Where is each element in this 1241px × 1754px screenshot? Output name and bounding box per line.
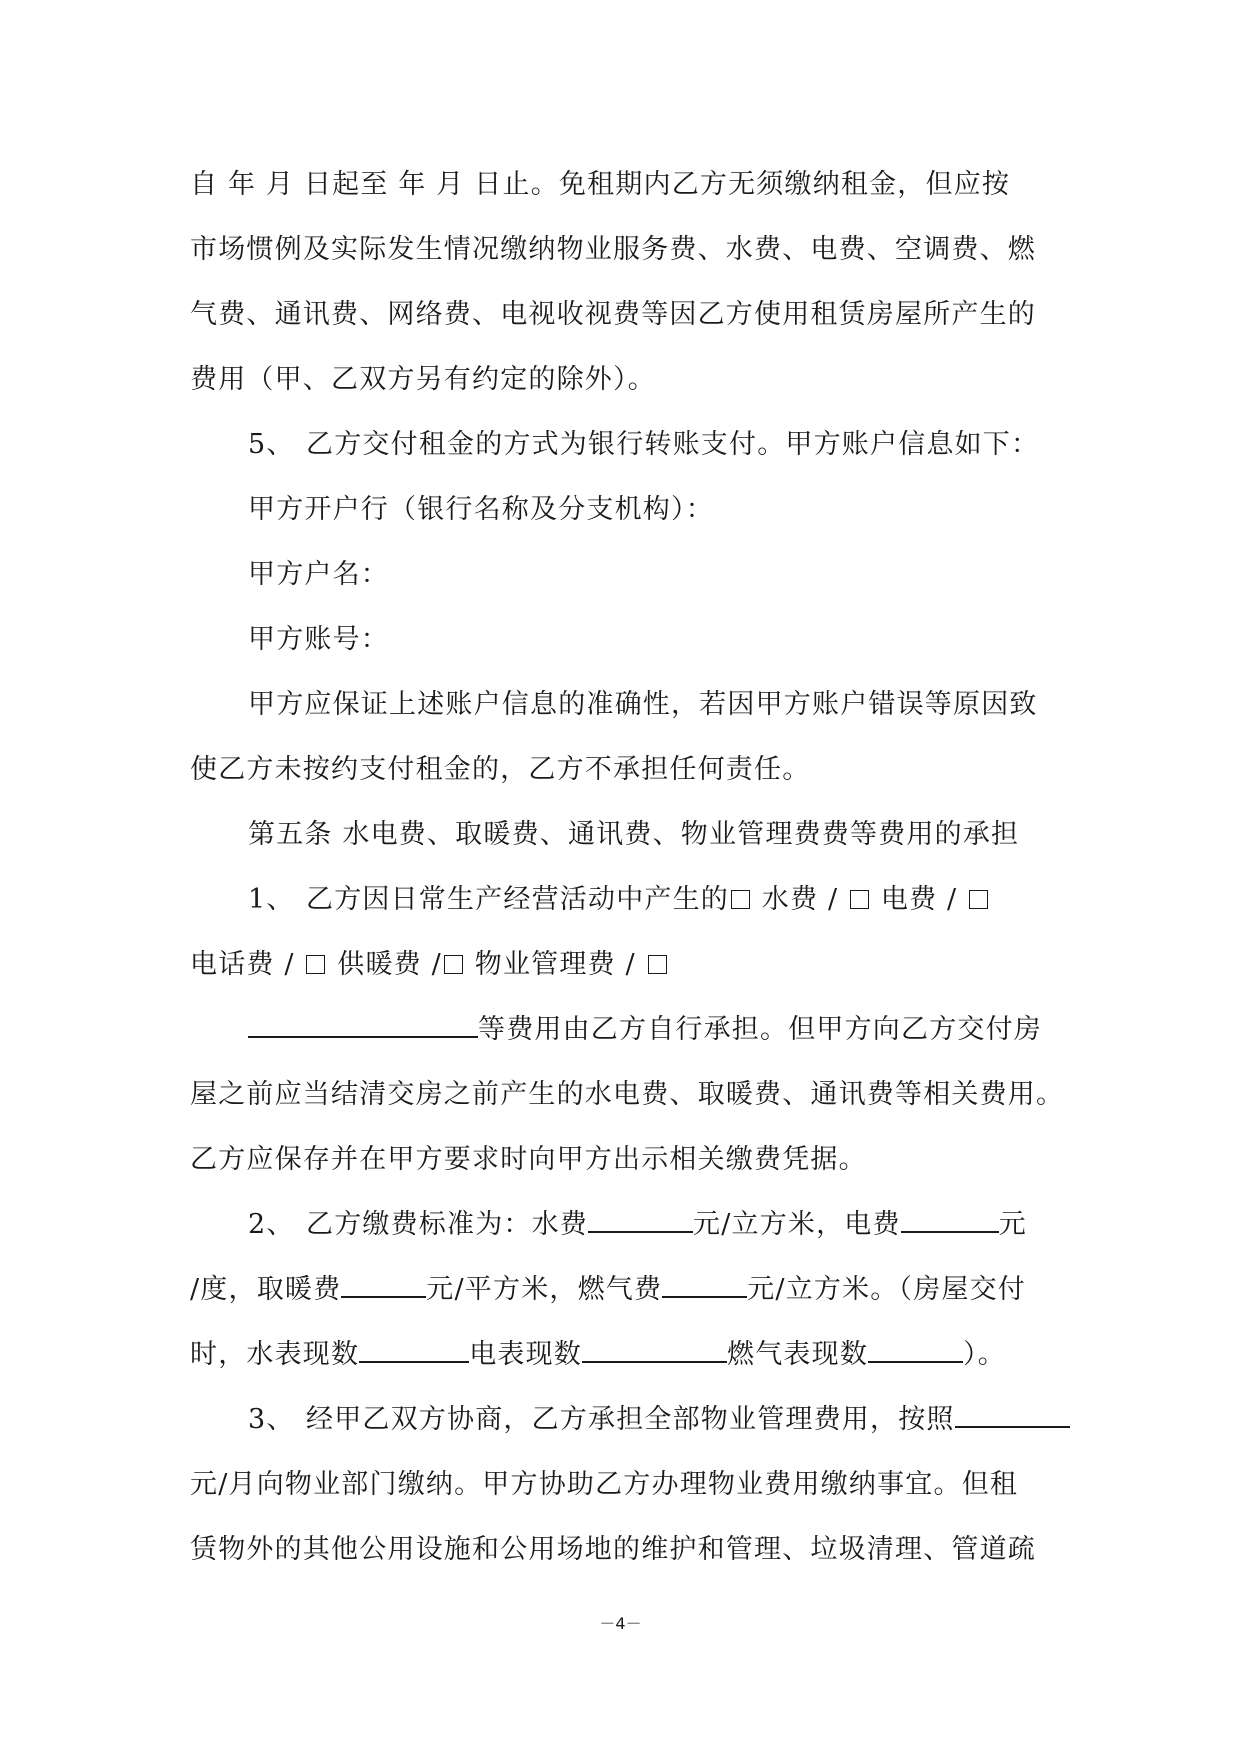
clause-1-cont: [248, 1010, 1042, 1050]
clause-text: 乙方因日常生产经营活动中产生的: [306, 884, 729, 915]
clause-1: [248, 880, 990, 920]
fill-blank[interactable]: [588, 1205, 693, 1233]
text-line: 元/月向物业部门缴纳。甲方协助乙方办理物业费用缴纳事宜。但租: [190, 1469, 1019, 1500]
clause-text: 乙方交付租金的方式为银行转账支付。甲方账户信息如下：: [306, 429, 1040, 460]
clause-text: 元/立方米，电费: [693, 1209, 901, 1240]
fill-blank[interactable]: [868, 1335, 963, 1363]
clause-number: 2、: [248, 1209, 295, 1240]
text-line: 使乙方未按约支付租金的，乙方不承担任何责任。: [190, 754, 811, 785]
account-number-label: 甲方账号：: [248, 624, 389, 655]
text-line: 市场惯例及实际发生情况缴纳物业服务费、水费、电费、空调费、燃: [190, 234, 1036, 265]
checkbox[interactable]: [306, 955, 325, 974]
clause-number: 3、: [248, 1404, 295, 1435]
checkbox-label: 物业管理费 /: [474, 949, 646, 980]
clause-text: 乙方缴费标准为：水费: [306, 1209, 588, 1240]
fill-blank[interactable]: [901, 1205, 999, 1233]
clause-2: [248, 1205, 1027, 1245]
clause-text: 电表现数: [469, 1339, 583, 1370]
clause-text: 元/立方米。（房屋交付: [747, 1274, 1026, 1305]
checkbox[interactable]: [969, 890, 988, 909]
clause-1-cont: [190, 945, 669, 985]
fill-blank[interactable]: [582, 1335, 727, 1363]
clause-text: 元: [998, 1209, 1027, 1240]
clause-text: ）。: [963, 1339, 1006, 1370]
article-heading: 第五条 水电费、取暖费、通讯费、物业管理费费等费用的承担: [248, 819, 1020, 850]
checkbox[interactable]: [648, 955, 667, 974]
checkbox-label: 电费 /: [880, 884, 968, 915]
clause-text: 经甲乙双方协商，乙方承担全部物业管理费用，按照: [306, 1404, 955, 1435]
clause-5: [248, 425, 1039, 465]
text-line: 甲方应保证上述账户信息的准确性，若因甲方账户错误等原因致: [248, 689, 1038, 720]
account-name-label: 甲方户名：: [248, 559, 389, 590]
clause-text: 元/平方米，燃气费: [426, 1274, 663, 1305]
clause-text: /度，取暖费: [190, 1274, 342, 1305]
clause-text: 燃气表现数: [727, 1339, 869, 1370]
clause-number: 5、: [248, 429, 295, 460]
clause-number: 1、: [248, 884, 295, 915]
text-line: 自 年 月 日起至 年 月 日止。免租期内乙方无须缴纳租金，但应按: [190, 169, 1011, 200]
clause-text: 时，水表现数: [190, 1339, 360, 1370]
text-line: 赁物外的其他公用设施和公用场地的维护和管理、垃圾清理、管道疏: [190, 1534, 1036, 1565]
checkbox-label: 供暖费 /: [337, 949, 442, 980]
checkbox[interactable]: [731, 890, 750, 909]
clause-2-cont: [190, 1270, 1026, 1310]
checkbox-label: 电话费 /: [190, 949, 305, 980]
clause-3: [248, 1400, 1070, 1440]
checkbox[interactable]: [444, 955, 463, 974]
text-line: 屋之前应当结清交房之前产生的水电费、取暖费、通讯费等相关费用。: [190, 1079, 1065, 1110]
fill-blank[interactable]: [359, 1335, 469, 1363]
clause-2-cont: [190, 1335, 1006, 1375]
text-line: 乙方应保存并在甲方要求时向甲方出示相关缴费凭据。: [190, 1144, 867, 1175]
fill-blank[interactable]: [248, 1010, 478, 1038]
checkbox-label: 水费 /: [761, 884, 849, 915]
text-line: 气费、通讯费、网络费、电视收视费等因乙方使用租赁房屋所产生的: [190, 299, 1036, 330]
bank-name-label: 甲方开户行（银行名称及分支机构）：: [248, 494, 714, 525]
clause-text: 等费用由乙方自行承担。但甲方向乙方交付房: [478, 1014, 1042, 1045]
fill-blank[interactable]: [662, 1270, 747, 1298]
fill-blank[interactable]: [341, 1270, 426, 1298]
fill-blank[interactable]: [955, 1400, 1070, 1428]
page-number: －4－: [599, 1614, 642, 1633]
checkbox[interactable]: [850, 890, 869, 909]
text-line: 费用（甲、乙双方另有约定的除外）。: [190, 364, 656, 395]
